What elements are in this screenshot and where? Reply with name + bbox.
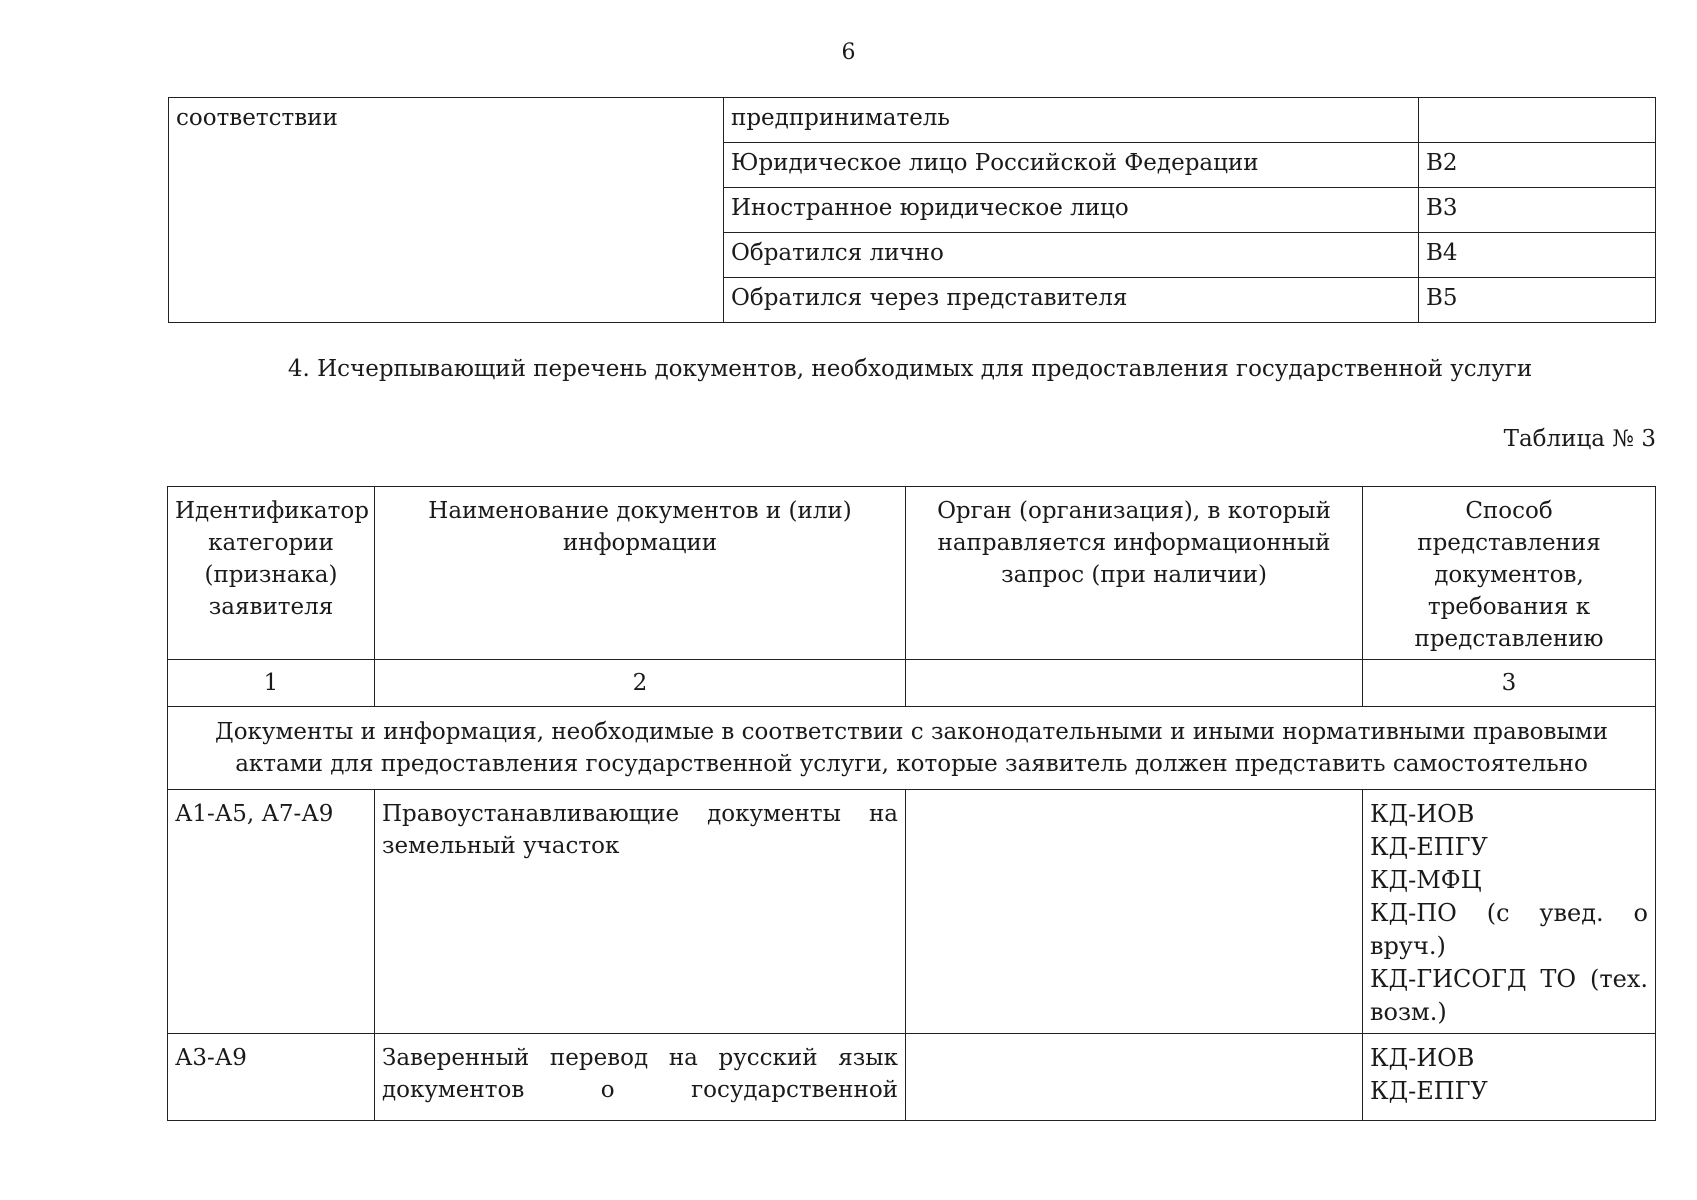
column-number: 1 [168, 660, 375, 707]
column-number [906, 660, 1363, 707]
merged-category-cell: соответствии [169, 98, 724, 323]
organ-cell [906, 1034, 1363, 1121]
method-item: КД-ИОВ [1370, 1044, 1475, 1072]
method-item: КД-ГИСОГД ТО (тех. возм.) [1370, 965, 1648, 1026]
section-heading: 4. Исчерпывающий перечень документов, необходимых для предоставления государственной услуги [287, 356, 1533, 382]
row-code: В2 [1419, 143, 1656, 188]
row-code: В5 [1419, 278, 1656, 323]
header-document-name: Наименование документов и (или) информации [375, 487, 906, 660]
method-item: КД-ИОВ [1370, 800, 1475, 828]
group-heading: Документы и информация, необходимые в соответствии с законодательными и иными нормативными правовыми актами для предоставления государственной услуги, которые заявитель должен представить самостоятельно [168, 707, 1656, 790]
category-cell: А3-А9 [168, 1034, 375, 1121]
header-submission-method: Способ представления документов, требования к представлению [1363, 487, 1656, 660]
row-label: Обратился через представителя [724, 278, 1419, 323]
table-caption: Таблица № 3 [1503, 426, 1656, 452]
document-cell: Правоустанавливающие документы на земельный участок [375, 790, 906, 1034]
row-code [1419, 98, 1656, 143]
methods-cell [1363, 790, 1656, 1034]
column-number: 2 [375, 660, 906, 707]
column-number: 3 [1363, 660, 1656, 707]
page-number: 6 [841, 40, 856, 65]
table-row [169, 98, 1656, 143]
method-item: КД-ЕПГУ [1370, 1077, 1488, 1105]
column-number-row [168, 660, 1656, 707]
header-organ: Орган (организация), в который направляется информационный запрос (при наличии) [906, 487, 1363, 660]
header-category-id: Идентификатор категории (признака) заявителя [168, 487, 375, 660]
method-item: КД-МФЦ [1370, 866, 1482, 894]
row-label: предприниматель [724, 98, 1419, 143]
applicant-category-table-continuation [168, 97, 1656, 323]
document-cell: Заверенный перевод на русский язык документов о государственной [375, 1034, 906, 1121]
row-label: Иностранное юридическое лицо [724, 188, 1419, 233]
method-item: КД-ПО (с увед. о вруч.) [1370, 899, 1648, 960]
row-label: Юридическое лицо Российской Федерации [724, 143, 1419, 188]
methods-cell [1363, 1034, 1656, 1121]
row-code: В3 [1419, 188, 1656, 233]
row-code: В4 [1419, 233, 1656, 278]
row-label: Обратился лично [724, 233, 1419, 278]
group-heading-row [168, 707, 1656, 790]
table-row [168, 1034, 1656, 1121]
table-header-row [168, 487, 1656, 660]
category-cell: А1-А5, А7-А9 [168, 790, 375, 1034]
documents-table [167, 486, 1656, 1121]
table-row [168, 790, 1656, 1034]
method-item: КД-ЕПГУ [1370, 833, 1488, 861]
organ-cell [906, 790, 1363, 1034]
